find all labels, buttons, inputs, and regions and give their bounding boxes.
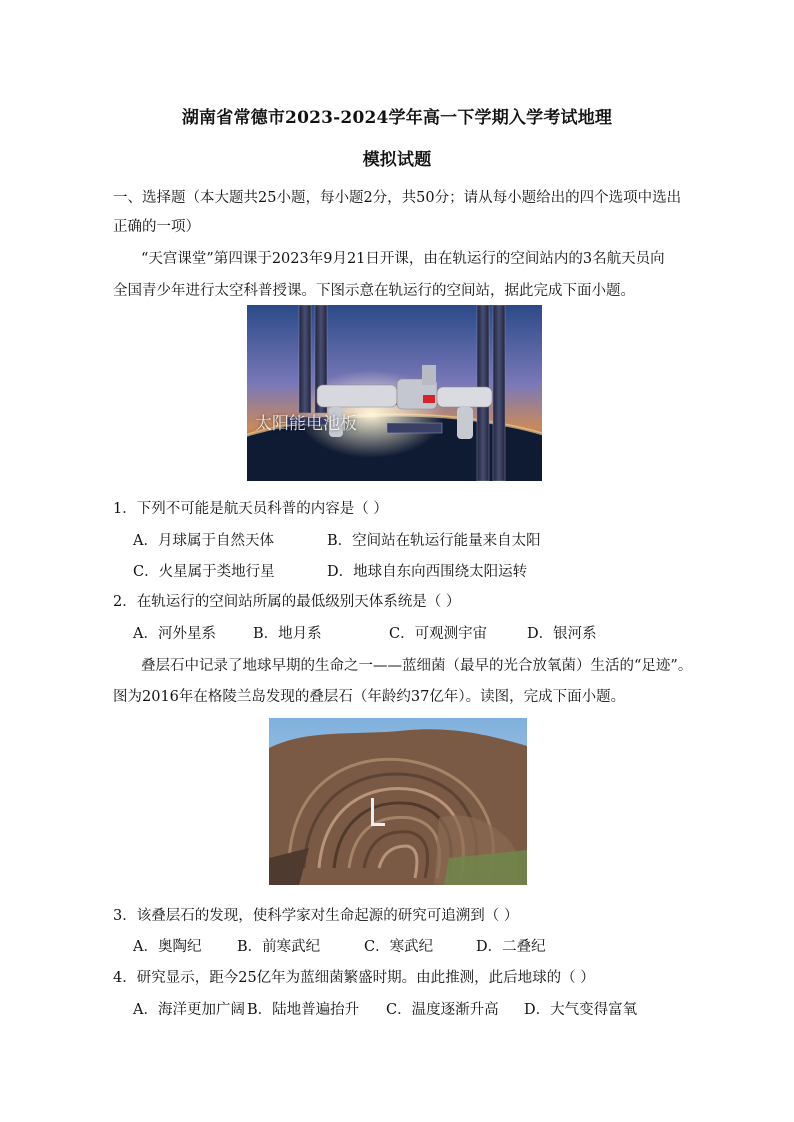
q3-option-b[interactable]: B．前寒武纪 (237, 939, 321, 955)
q2-option-b[interactable]: B．地月系 (253, 626, 322, 642)
q3-stem: 3．该叠层石的发现，使科学家对生命起源的研究可追溯到（ ） (113, 908, 519, 924)
section-heading-line1: 一、选择题（本大题共25小题，每小题2分，共50分；请从每小题给出的四个选项中选出 (113, 190, 682, 206)
stromatolite-figure (269, 718, 527, 885)
q4-option-a[interactable]: A．海洋更加广阔 (133, 1002, 245, 1018)
q2-option-a[interactable]: A．河外星系 (133, 626, 216, 642)
q4-option-b[interactable]: B．陆地普遍抬升 (247, 1002, 360, 1018)
q1-option-c[interactable]: C．火星属于类地行星 (133, 564, 275, 580)
solar-panel-label: 太阳能电池板 (255, 414, 357, 434)
q4-option-c[interactable]: C．温度逐渐升高 (386, 1002, 499, 1018)
q1-option-a[interactable]: A．月球属于自然天体 (133, 533, 274, 549)
intro1-line2: 全国青少年进行太空科普授课。下图示意在轨运行的空间站，据此完成下面小题。 (113, 283, 635, 299)
q2-option-d[interactable]: D．银河系 (527, 626, 597, 642)
q1-option-d[interactable]: D．地球自东向西围绕太阳运转 (327, 564, 528, 580)
q2-stem: 2．在轨运行的空间站所属的最低级别天体系统是（ ） (113, 594, 461, 610)
q1-option-b[interactable]: B．空间站在轨运行能量来自太阳 (327, 533, 541, 549)
q2-option-c[interactable]: C．可观测宇宙 (389, 626, 488, 642)
section-heading-line2: 正确的一项） (113, 219, 200, 235)
q1-stem: 1．下列不可能是航天员科普的内容是（ ） (113, 501, 388, 517)
intro2-line1: 叠层石中记录了地球早期的生命之一——蓝细菌（最早的光合放氧菌）生活的“足迹”。 (141, 658, 693, 674)
q3-option-c[interactable]: C．寒武纪 (364, 939, 434, 955)
exam-title-line2: 模拟试题 (362, 150, 432, 170)
space-station-figure (247, 305, 542, 481)
q3-option-d[interactable]: D．二叠纪 (476, 939, 546, 955)
q4-option-d[interactable]: D．大气变得富氧 (524, 1002, 638, 1018)
intro2-line2: 图为2016年在格陵兰岛发现的叠层石（年龄约37亿年）。读图，完成下面小题。 (113, 689, 626, 705)
q3-option-a[interactable]: A．奥陶纪 (133, 939, 202, 955)
q4-stem: 4．研究显示，距今25亿年为蓝细菌繁盛时期。由此推测，此后地球的（ ） (113, 970, 595, 986)
exam-title-line1: 湖南省常德市2023-2024学年高一下学期入学考试地理 (181, 108, 613, 128)
intro1-line1: “天宫课堂”第四课于2023年9月21日开课，由在轨运行的空间站内的3名航天员向 (141, 251, 665, 267)
